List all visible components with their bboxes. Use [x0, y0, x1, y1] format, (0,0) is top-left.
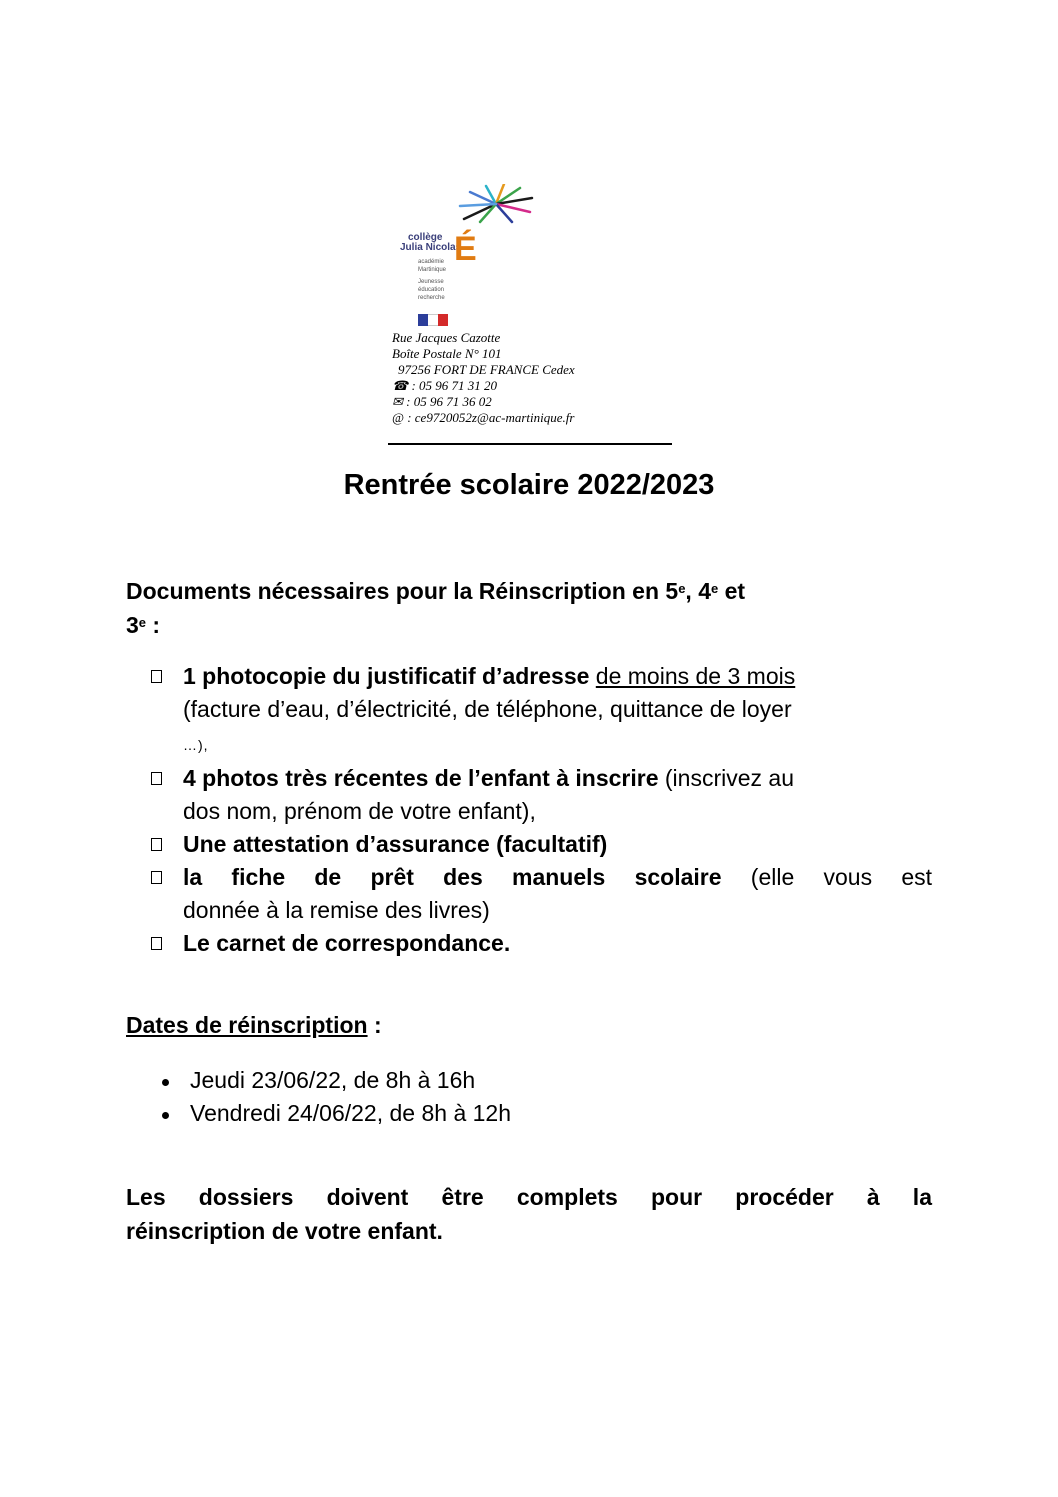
school-address: [392, 330, 575, 426]
item-justified-line: [183, 861, 932, 894]
documents-list: [150, 660, 932, 960]
logo-starburst: [456, 184, 536, 224]
closing-line: Les dossiers doivent être complets pour procéder à la: [126, 1184, 932, 1210]
address-street: Rue Jacques Cazotte: [392, 330, 501, 345]
logo-line-name: Julia Nicolas: [400, 242, 462, 253]
item-bold: la fiche de prêt des manuels scolaire: [183, 864, 722, 890]
checkbox-icon: [151, 772, 162, 785]
list-item: [150, 828, 932, 861]
date-text: Jeudi 23/06/22, de 8h à 16h: [190, 1067, 476, 1093]
closing-line: réinscription de votre enfant.: [126, 1218, 443, 1244]
address-fax: ✉ : 05 96 71 36 02: [392, 394, 492, 409]
heading-separator: , 4: [685, 578, 711, 604]
item-line: dos nom, prénom de votre enfant),: [183, 798, 536, 824]
logo-small-line: académie: [418, 259, 445, 265]
item-line: (facture d’eau, d’électricité, de téléphone, quittance de loyer: [183, 696, 792, 722]
flag-icon: [418, 314, 448, 326]
flag-stripe: [418, 314, 428, 326]
documents-heading: [126, 574, 906, 642]
superscript: e: [678, 581, 686, 596]
item-bold: 4 photos très récentes de l’enfant à inscrire: [183, 765, 659, 791]
date-item: [162, 1064, 511, 1097]
checkbox-icon: [151, 670, 162, 683]
flag-stripe: [428, 314, 438, 326]
logo-line-college: collège: [408, 232, 443, 243]
logo-small-line: éducation: [418, 287, 445, 293]
logo-letter: É: [454, 230, 477, 268]
item-bold: 1 photocopie du justificatif d’adresse: [183, 663, 590, 689]
school-header: [386, 180, 686, 450]
closing-note: [126, 1180, 932, 1248]
item-underlined: de moins de 3 mois: [595, 663, 796, 689]
address-phone: ☎ : 05 96 71 31 20: [392, 378, 498, 393]
item-line: …),: [183, 737, 209, 753]
item-normal: (elle vous est: [750, 864, 932, 890]
checkbox-icon: [151, 838, 162, 851]
bullet-icon: [162, 1079, 169, 1086]
page-title: Rentrée scolaire 2022/2023: [343, 469, 715, 501]
heading-colon: :: [146, 612, 161, 638]
address-divider: [388, 443, 672, 445]
item-line: donnée à la remise des livres): [183, 897, 490, 923]
item-bold: Une attestation d’assurance (facultatif): [183, 831, 608, 857]
heading-separator: et: [718, 578, 746, 604]
item-normal: (inscrivez au: [664, 765, 794, 791]
list-item: [150, 861, 932, 927]
flag-stripe: [438, 314, 448, 326]
logo-small-line: recherche: [418, 295, 445, 301]
logo-small-line: Jeunesse: [418, 279, 444, 285]
date-item: [162, 1097, 511, 1130]
superscript: e: [711, 581, 719, 596]
address-city: 97256 FORT DE FRANCE Cedex: [398, 362, 575, 377]
heading-grade: 3: [126, 612, 139, 638]
item-bold: Le carnet de correspondance.: [183, 930, 511, 956]
list-item: [150, 762, 932, 828]
dates-list: [162, 1064, 511, 1130]
list-item: [150, 660, 932, 762]
checkbox-icon: [151, 937, 162, 950]
date-text: Vendredi 24/06/22, de 8h à 12h: [190, 1100, 512, 1126]
bullet-icon: [162, 1112, 169, 1119]
logo-small-line: Martinique: [418, 267, 447, 273]
dates-heading: [126, 1012, 382, 1039]
superscript: e: [138, 615, 147, 630]
address-po-box: Boîte Postale N° 101: [392, 346, 502, 361]
address-email: @ : ce9720052z@ac-martinique.fr: [392, 410, 575, 425]
dates-heading-colon: :: [367, 1012, 382, 1038]
checkbox-icon: [151, 871, 162, 884]
dates-heading-text: Dates de réinscription: [126, 1012, 368, 1038]
documents-heading-text: Documents nécessaires pour la Réinscription en 5: [126, 578, 679, 604]
list-item: [150, 927, 932, 960]
college-logo: [398, 228, 488, 318]
